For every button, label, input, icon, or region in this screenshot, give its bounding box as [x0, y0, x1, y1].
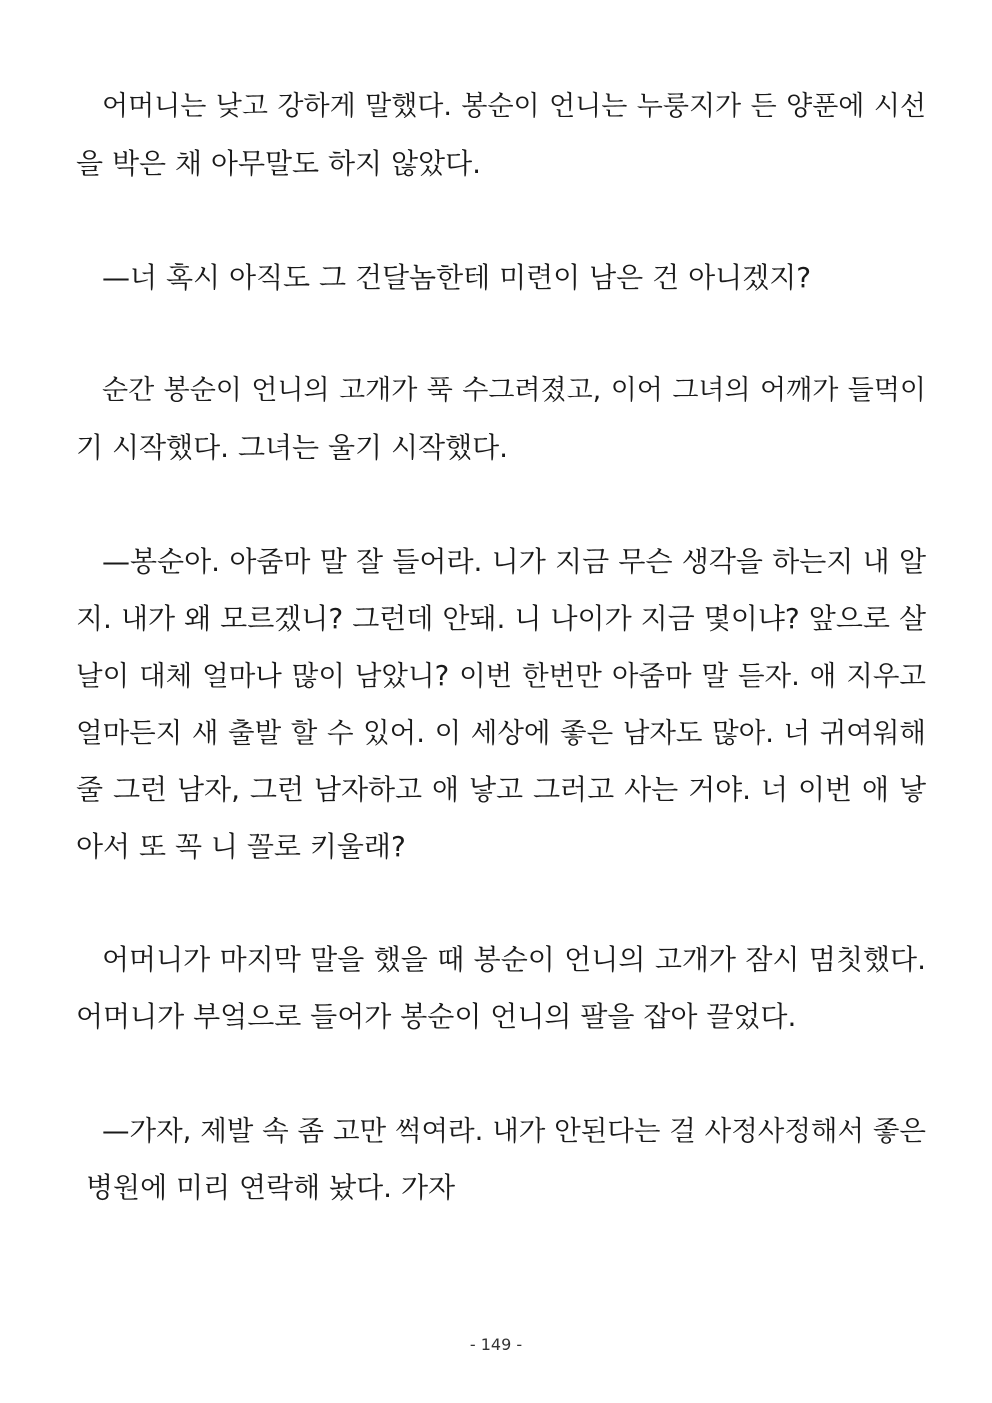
paragraph-4-line-3: 날이 대체 얼마나 많이 남았니? 이번 한번만 아줌마 말 듣자. 애 지우고 — [76, 660, 926, 692]
paragraph-1-line-1: 어머니는 낮고 강하게 말했다. 봉순이 언니는 누룽지가 든 양푼에 시선 — [102, 91, 926, 122]
paragraph-6-line-2: 병원에 미리 연락해 놨다. 가자 — [86, 1171, 456, 1204]
paragraph-1-line-2: 을 박은 채 아무말도 하지 않았다. — [76, 147, 482, 180]
paragraph-4-line-4: 얼마든지 새 출발 할 수 있어. 이 세상에 좋은 남자도 많아. 너 귀여워해 — [76, 717, 926, 749]
paragraph-4-line-2: 지. 내가 왜 모르겠니? 그런데 안돼. 니 나이가 지금 몇이냐? 앞으로 살 — [76, 602, 926, 635]
paragraph-4-line-5: 줄 그런 남자, 그런 남자하고 애 낳고 그러고 사는 거야. 너 이번 애 낳 — [76, 773, 926, 806]
paragraph-5-line-1: 어머니가 마지막 말을 했을 때 봉순이 언니의 고개가 잠시 멈칫했다. — [102, 943, 926, 976]
paragraph-4-line-6: 아서 또 꼭 니 꼴로 키울래? — [76, 830, 406, 863]
page-number: - 149 - — [469, 1335, 523, 1354]
paragraph-3-line-1: 순간 봉순이 언니의 고개가 푹 수그려졌고, 이어 그녀의 어깨가 들먹이 — [102, 375, 926, 406]
paragraph-4-line-1: —봉순아. 아줌마 말 잘 들어라. 니가 지금 무슨 생각을 하는지 내 알 — [102, 545, 926, 578]
paragraph-6-line-1: —가자, 제발 속 좀 고만 썩여라. 내가 안된다는 걸 사정사정해서 좋은 — [102, 1115, 926, 1147]
paragraph-3-line-2: 기 시작했다. 그녀는 울기 시작했다. — [76, 431, 509, 464]
paragraph-5-line-2: 어머니가 부엌으로 들어가 봉순이 언니의 팔을 잡아 끌었다. — [76, 1000, 797, 1033]
paragraph-2-line-1: —너 혹시 아직도 그 건달놈한테 미련이 남은 건 아니겠지? — [102, 261, 812, 294]
